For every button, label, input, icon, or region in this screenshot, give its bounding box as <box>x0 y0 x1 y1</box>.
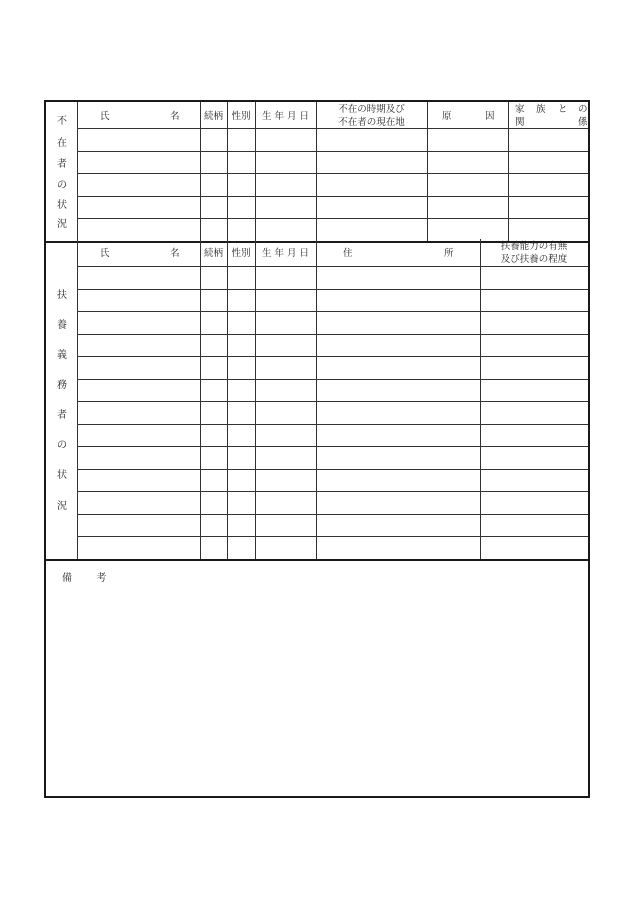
notes-label-1: 備 <box>62 573 72 584</box>
support-side-char: 扶 <box>57 290 67 301</box>
absent-row-line <box>78 128 588 129</box>
notes-label <box>62 569 106 584</box>
support-row-line <box>78 491 588 492</box>
support-row-line <box>78 379 588 380</box>
absent-side-char: の <box>57 180 67 191</box>
notes-label-2: 考 <box>96 573 107 584</box>
absent-col-line <box>200 102 201 241</box>
support-col-line <box>480 239 481 559</box>
absent-row-line <box>78 218 588 219</box>
support-row-line <box>78 401 588 402</box>
support-row-line <box>78 446 588 447</box>
absent-col-line <box>316 102 317 241</box>
absent-header-period-1: 不在の時期及び <box>338 104 405 115</box>
absent-row-line <box>78 196 588 197</box>
support-header-name-2: 名 <box>170 248 180 259</box>
support-col-line <box>200 239 201 559</box>
absent-persons-table <box>44 100 590 243</box>
support-obligors-table <box>44 239 590 561</box>
support-header-ability-2: 及び扶養の程度 <box>500 254 568 265</box>
support-side-char: 者 <box>57 410 67 421</box>
absent-col-line <box>427 102 428 241</box>
absent-header-relation: 続柄 <box>203 111 223 122</box>
support-row-line <box>78 356 588 357</box>
support-row-line <box>78 469 588 470</box>
absent-header-cause-2: 因 <box>485 111 495 122</box>
absent-side-char: 者 <box>57 159 67 170</box>
support-col-line <box>227 239 228 559</box>
absent-col-line <box>255 102 256 241</box>
absent-header-family-2b: 係 <box>578 117 588 128</box>
absent-col-line <box>227 102 228 241</box>
absent-side-label <box>46 102 78 241</box>
support-row-line <box>78 289 588 290</box>
support-row-line <box>78 334 588 335</box>
absent-header-family-1a: 家 <box>515 104 525 115</box>
absent-header-gender: 性別 <box>231 111 251 122</box>
absent-header-family-2a: 関 <box>515 117 525 128</box>
absent-header-cause-1: 原 <box>442 111 452 122</box>
absent-col-line <box>508 102 509 241</box>
support-row-line <box>78 536 588 537</box>
absent-row-line <box>78 151 588 152</box>
support-header-name-1: 氏 <box>100 248 110 259</box>
support-row-line <box>78 311 588 312</box>
absent-side-char: 状 <box>57 200 67 211</box>
support-row-line <box>78 424 588 425</box>
support-grid <box>78 239 588 559</box>
support-side-char: 況 <box>57 501 67 512</box>
absent-header-name-1: 氏 <box>100 111 110 122</box>
absent-header-birthdate: 生 年 月 日 <box>261 111 310 122</box>
support-col-line <box>255 239 256 559</box>
support-side-char: 状 <box>57 470 67 481</box>
support-side-char: 養 <box>57 320 67 331</box>
absent-grid <box>78 102 588 241</box>
support-side-char: 義 <box>57 350 67 361</box>
notes-box[interactable] <box>44 559 590 798</box>
support-side-char: 務 <box>57 380 67 391</box>
support-side-char: の <box>57 440 67 451</box>
support-header-gender: 性別 <box>231 248 251 259</box>
absent-header-name-2: 名 <box>170 111 180 122</box>
support-row-line <box>78 266 588 267</box>
support-header-ability-1: 扶養能力の有無 <box>500 241 568 252</box>
absent-side-char: 不 <box>57 116 67 127</box>
absent-header-family-1d: の <box>578 104 588 115</box>
absent-side-char: 況 <box>57 219 67 230</box>
support-header-address-1: 住 <box>343 248 353 259</box>
support-header-relation: 続柄 <box>203 248 223 259</box>
absent-header-family-1b: 族 <box>536 104 546 115</box>
absent-header-family-1c: と <box>558 104 568 115</box>
support-row-line <box>78 514 588 515</box>
absent-side-char: 在 <box>57 138 67 149</box>
support-header-birthdate: 生 年 月 日 <box>261 248 310 259</box>
absent-row-line <box>78 173 588 174</box>
support-col-line <box>316 239 317 559</box>
support-header-address-2: 所 <box>444 248 454 259</box>
support-side-label <box>46 239 78 559</box>
form <box>44 100 588 798</box>
absent-header-period-2: 不在者の現在地 <box>338 117 405 128</box>
